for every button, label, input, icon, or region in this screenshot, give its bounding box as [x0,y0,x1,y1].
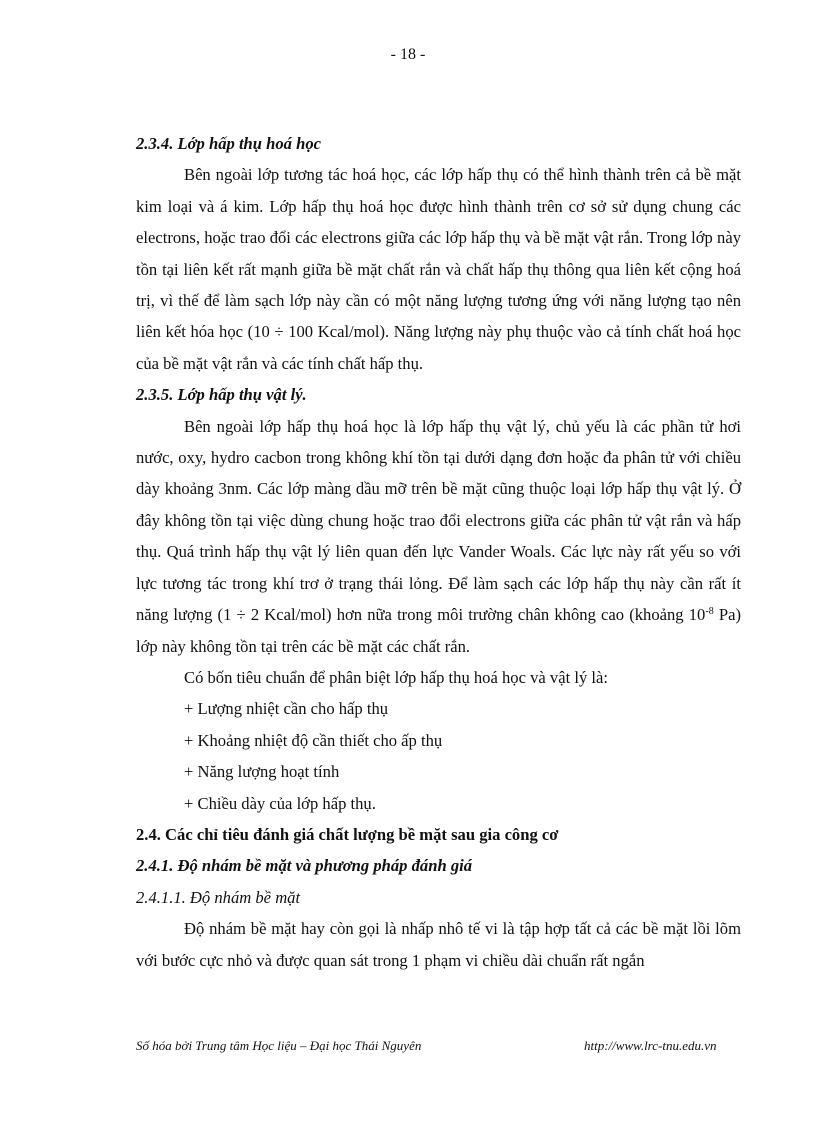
criteria-item: + Năng lượng hoạt tính [184,762,340,782]
page-content [136,128,741,976]
footer-url: http://www.lrc-tnu.edu.vn [584,1038,717,1053]
section-2-3-5-paragraph [136,411,741,662]
section-2-4-1-1-heading: 2.4.1.1. Độ nhám bề mặt [136,887,301,907]
section-2-4-1-1-paragraph: Độ nhám bề mặt hay còn gọi là nhấp nhô tế vi là tập hợp tất cả các bề mặt lồi lõm với bước cực nhỏ và được quan sát trong 1 phạm vi chiều dài chuẩn rất ngắn [136,919,741,970]
criteria-item: + Khoảng nhiệt độ cần thiết cho ấp thụ [184,730,443,750]
section-2-3-5-text-a: Bên ngoài lớp hấp thụ hoá học là lớp hấp thụ vật lý, chủ yếu là các phần tử hơi nước, oxy, hydro cacbon trong không khí tồn tại dưới dạng đơn hoặc đa phân tử với chiều dày khoảng 3nm. Các lớp màng dầu mỡ trên bề mặt cũng thuộc loại lớp hấp thụ vật lý. Ở đây không tồn tại việc dùng chung hoặc trao đổi electrons giữa các phân tử vật rắn và hấp thụ. Quá trình hấp thụ vật lý liên quan đến lực Vander Woals. Các lực này rất yếu so với lực tương tác trong khí trơ ở trạng thái lỏng. Để làm sạch các lớp hấp thụ này cần rất ít năng lượng (1 ÷ 2 Kcal/mol) hơn nữa trong môi trường chân không cao (khoảng 10 [136,416,741,625]
section-2-4-heading: 2.4. Các chỉ tiêu đánh giá chất lượng bề mặt sau gia công cơ [136,824,559,844]
criteria-intro: Có bốn tiêu chuẩn để phân biệt lớp hấp thụ hoá học và vật lý là: [184,667,608,687]
page-number: - 18 - [390,46,426,63]
exponent-superscript: -8 [705,606,714,618]
section-2-4-1-heading: 2.4.1. Độ nhám bề mặt và phương pháp đánh giá [136,856,473,876]
criteria-item: + Chiều dày của lớp hấp thụ. [184,793,376,813]
criteria-item: + Lượng nhiệt cần cho hấp thụ [184,699,389,719]
section-2-3-5-text-b: Pa) lớp này không tồn tại trên các bề mặt các chất rắn. [136,605,741,656]
section-2-3-5-heading: 2.3.5. Lớp hấp thụ vật lý. [136,385,307,405]
section-2-3-4-heading: 2.3.4. Lớp hấp thụ hoá học [136,134,322,153]
footer-source-credit: Số hóa bởi Trung tâm Học liệu – Đại học Thái Nguyên [136,1038,422,1053]
section-2-3-4-paragraph: Bên ngoài lớp tương tác hoá học, các lớp hấp thụ có thể hình thành trên cả bề mặt kim loại và á kim. Lớp hấp thụ hoá học được hình thành trên cơ sở sử dụng chung các electrons, hoặc trao đổi các electrons giữa các lớp hấp thụ và bề mặt vật rắn. Trong lớp này tồn tại liên kết rất mạnh giữa bề mặt chất rắn và chất hấp thụ thông qua liên kết cộng hoá trị, vì thế để làm sạch lớp này cần có một năng lượng tương ứng với năng lượng tạo nên liên kết hóa học (10 ÷ 100 Kcal/mol). Năng lượng này phụ thuộc vào cả tính chất hoá học của bề mặt vật rắn và các tính chất hấp thụ. [136,165,741,373]
